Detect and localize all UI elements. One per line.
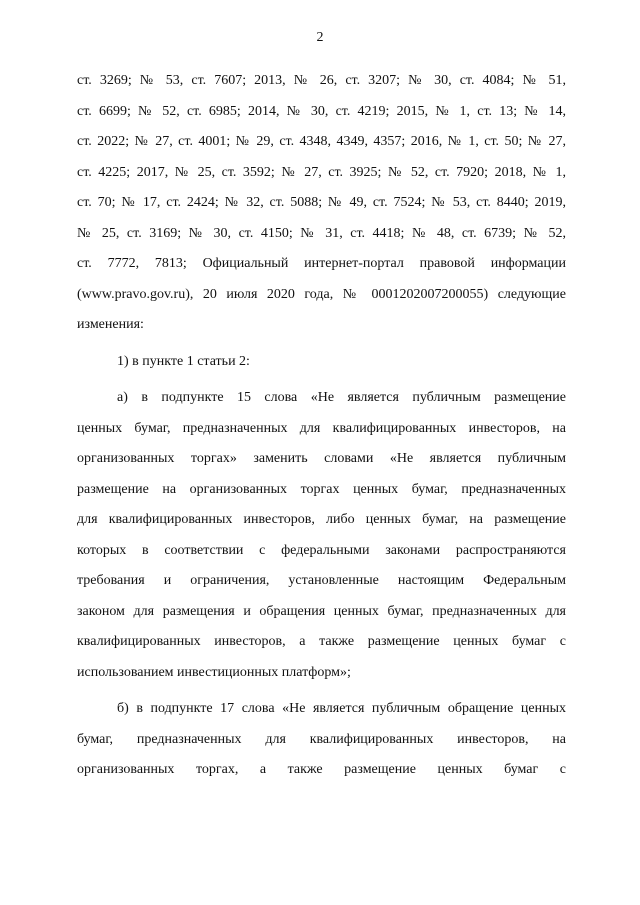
text-line: № 25, ст. 3169; № 30, ст. 4150; № 31, ст. 4418; № 48, ст. 6739; № 52, [77,225,566,241]
text-line: изменения: [77,317,144,332]
text-line: ст. 70; № 17, ст. 2424; № 32, ст. 5088; № 49, ст. 7524; № 53, ст. 8440; 2019, [77,195,566,210]
paragraph-subitem-a [77,383,566,688]
text-line: которых в соответствии с федеральными законами распространяются [77,542,566,558]
text-line: б) в подпункте 17 слова «Не является публичным обращение ценных [117,701,566,716]
paragraph-item-1 [77,347,566,378]
page-number: 2 [316,30,324,45]
paragraph-subitem-b [77,694,566,786]
text-line: бумаг, предназначенных для квалифицированных инвесторов, на [77,731,566,747]
text-line: организованных торгах» заменить словами «Не является публичным [77,451,566,466]
text-line: ст. 3269; № 53, ст. 7607; 2013, № 26, ст. 3207; № 30, ст. 4084; № 51, [77,73,566,88]
text-line: размещение на организованных торгах ценных бумаг, предназначенных [77,481,566,497]
text-line: а) в подпункте 15 слова «Не является публичным размещение [117,390,566,405]
text-line: законом для размещения и обращения ценных бумаг, предназначенных для [77,603,566,619]
document-body [77,66,566,786]
text-line: ст. 2022; № 27, ст. 4001; № 29, ст. 4348, 4349, 4357; 2016, № 1, ст. 50; № 27, [77,134,566,149]
text-line: для квалифицированных инвесторов, либо ценных бумаг, на размещение [77,512,566,527]
paragraph-references [77,66,566,341]
text-line: квалифицированных инвесторов, а также размещение ценных бумаг с [77,634,566,649]
text-line: ст. 4225; 2017, № 25, ст. 3592; № 27, ст. 3925; № 52, ст. 7920; 2018, № 1, [77,164,566,180]
text-line: 1) в пункте 1 статьи 2: [117,353,250,369]
text-line: использованием инвестиционных платформ»; [77,664,351,680]
text-line: организованных торгах, а также размещение ценных бумаг с [77,762,566,777]
text-line: ст. 7772, 7813; Официальный интернет-портал правовой информации [77,256,566,271]
text-line: ценных бумаг, предназначенных для квалифицированных инвесторов, на [77,420,566,436]
text-line: ст. 6699; № 52, ст. 6985; 2014, № 30, ст. 4219; 2015, № 1, ст. 13; № 14, [77,103,566,119]
text-line: требования и ограничения, установленные настоящим Федеральным [77,573,566,588]
text-line: (www.pravo.gov.ru), 20 июля 2020 года, № 0001202007200055) следующие [77,286,566,302]
